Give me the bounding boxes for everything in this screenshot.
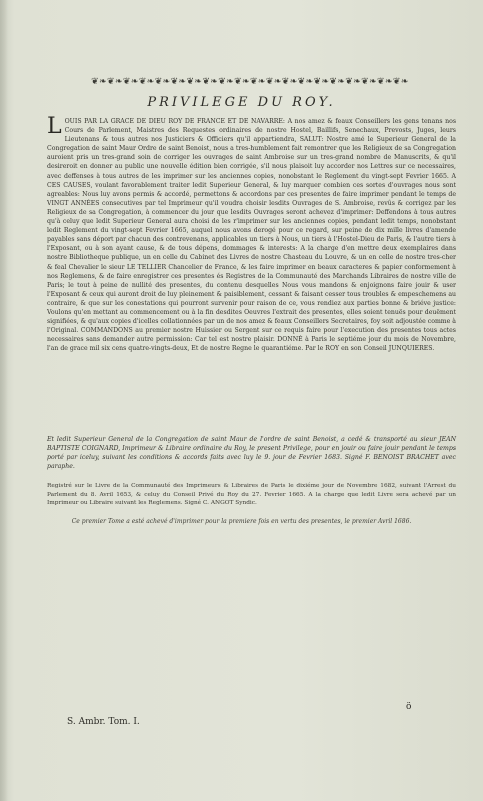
drop-cap: L: [47, 114, 62, 139]
registration-paragraph: Registré sur le Livre de la Communauté des Imprimeurs & Libraires de Paris le dixiéme jour de Novembre 1682, suivant l'Arrest du Parlement du 8. Avril 1653, & celuy du Conseil Privé du Roy du 27. Fevrier 1665. A la charge que ledit Livre sera achevé par un Imprimeur ou Libraire suivant les Reglemens. Signé C. ANGOT Syndic.: [47, 483, 456, 507]
spine-shadow: [0, 0, 8, 801]
page-mark: ö: [406, 702, 412, 712]
privilege-body: [47, 114, 456, 353]
signature-mark: S. Ambr. Tom. I.: [67, 717, 140, 727]
page-title: PRIVILEGE DU ROY.: [147, 95, 336, 110]
privilege-text: OUIS PAR LA GRACE DE DIEU ROY DE FRANCE ET DE NAVARRE: A nos amez & feaux Conseillers les gens tenans nos Cours de Parlement, Maistres des Requestes ordinaires de nostre Hostel, Baillifs, Senechaux, Prevosts, Juges, leurs Lieutenans & tous autres nos Justiciers & Officiers qu'il appartiendra, SALUT: Nostre amé le Superieur General de la Congregation de saint Maur Ordre de saint Benoist, nous a tres-humblement fait remontrer que les Religieux de sa Congregation auroient pris un tres-grand soin de corriger les ouvrages de saint Ambroise sur un tres-grand nombre de Manuscrits, & qu'il desireroit en donner au public une nouvelle édition bien corrigée, s'il nous plaisoit luy accorder nos Lettres sur ce necessaires, avec deffenses à tous autres de les imprimer sur les anciennes copies, nonobstant le Reglement du vingt-sept Fevrier 1665. A CES CAUSES, voulant favorablement traiter ledit Superieur General, & luy marquer combien ces sortes d'ouvrages nous sont agreables: Nous luy avons permis & accordé, permettons & accordons par ces presentes de faire imprimer pendant le temps de VINGT ANNÉES consecutives par tel Imprimeur qu'il voudra choisir lesdits Ouvrages de S. Ambroise, revûs & corrigez par les Religieux de sa Congregation, à commencer du jour que lesdits Ouvrages seront achevez d'imprimer: Deffendons à tous autres qu'à celuy que ledit Superieur General aura choisi de les r'imprimer sur les anciennes copies, pendant ledit temps, nonobstant ledit Reglement du vingt-sept Fevrier 1665, auquel nous avons derogé pour ce regard, sur peine de dix mille livres d'amende payables sans déport par chacun des contrevenans, applicables un tiers à Nous, un tiers à l'Hostel-Dieu de Paris, & l'autre tiers à l'Exposant, ou à son ayant cause, & de tous dépens, dommages & interests: A la charge d'en mettre deux exemplaires dans nostre Bibliotheque publique, un en celle du Cabinet des Livres de nostre Chasteau du Louvre, & un en celle de nostre tres-cher & feal Chevalier le sieur LE TELLIER Chancelier de France, & les faire imprimer en beaux caracteres & papier conformement à nos Reglemens, & de faire enregistrer ces presentes és Registres de la Communauté des Marchands Libraires de nostre ville de Paris; le tout à peine de nullité des presentes, du contenu desquelles Nous vous mandons & enjoignons faire jouir & user l'Exposant & ceux qui auront droit de luy pleinement & paisiblement, cessant & faisant cesser tous troubles & empeschemens au contraire, & que sur les conestations qui pourront survenir pour raison de ce, vous rendiez aux parties bonne & briéve justice: Voulons qu'en mettant au commencement ou à la fin desdites Oeuvres l'extrait des presentes, elles soient tenuës pour deuëment signifiées, & qu'aux copies d'icelles collationnées par un de nos amez & feaux Conseillers Secretaires, foy soit adjoustée comme à l'Original. COMMANDONS au premier nostre Huissier ou Sergent sur ce requis faire pour l'execution des presentes tous actes necessaires sans demander autre permission: Car tel est nostre plaisir. DONNÉ à Paris le septiéme jour du mois de Novembre, l'an de grace mil six cens quatre-vingts-deux, Et de nostre Regne le quarantiéme. Par le ROY en son Conseil JUNQUIERES.: [47, 118, 456, 353]
printing-completion-note: Ce premier Tome a esté achevé d'imprimer pour la premiere fois en vertu des presentes, le premier Avril 1686.: [71, 518, 412, 525]
ornament-border: ❦❧❦❧❦❧❦❧❦❧❦❧❦❧❦❧❦❧❦❧❦❧❦❧❦❧❦❧❦❧❦❧❦❧❦❧❦❧❦❧: [91, 77, 409, 87]
cession-paragraph: Et ledit Superieur General de la Congregation de saint Maur de l'ordre de saint Benoist, a cedé & transporté au sieur JEAN BAPTISTE COIGNARD, Imprimeur & Libraire ordinaire du Roy, le present Privilege, pour en jouir ou faire jouir pendant le temps porté par iceluy, suivant les conditions & accords faits avec luy le 9. jour de Fevrier 1683. Signé F. BENOIST BRACHET avec paraphe.: [47, 436, 456, 470]
